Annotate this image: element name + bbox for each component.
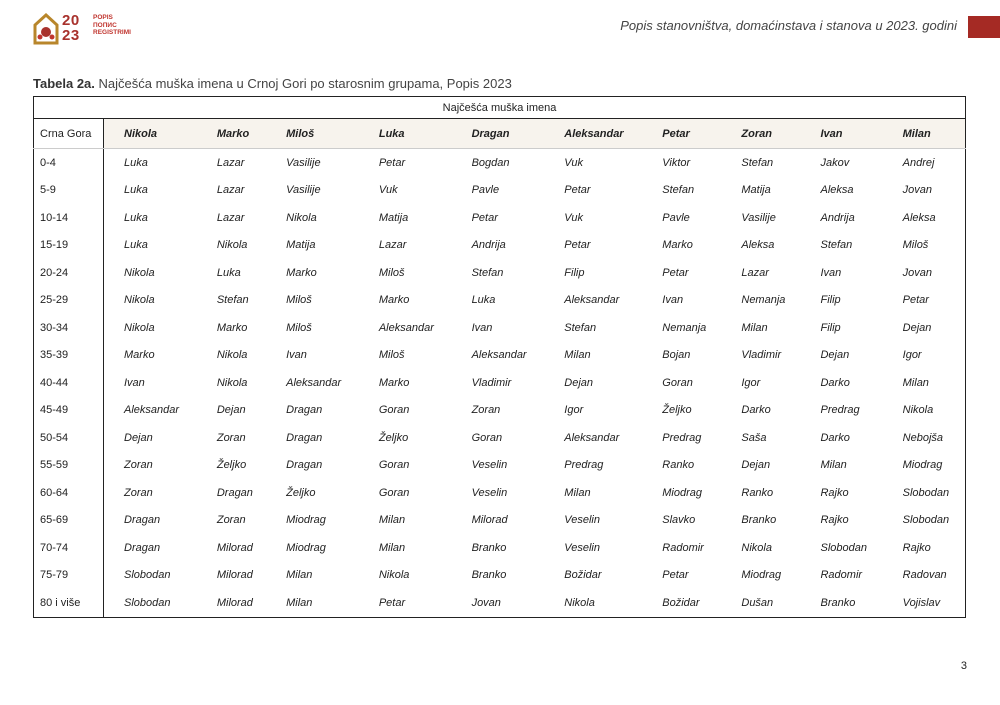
name-cell: Bogdan [471, 156, 510, 169]
column-header: Nikola [104, 119, 197, 149]
name-cell: Darko [741, 404, 771, 417]
age-group-cell: 25-29 [34, 287, 104, 315]
name-cell: Milan [564, 486, 591, 499]
name-cell: Rajko [820, 486, 849, 499]
name-cell: Branko [820, 596, 856, 609]
name-cell: Aleksandar [378, 321, 434, 334]
name-cell: Matija [286, 239, 316, 252]
name-cell: Stefan [662, 184, 695, 197]
age-group-cell: 30-34 [34, 314, 104, 342]
name-cell: Miloš [902, 239, 929, 252]
name-cell: Dejan [124, 431, 153, 444]
name-cell: Radomir [662, 541, 704, 554]
name-cell: Petar [378, 156, 406, 169]
name-cell: Slobodan [124, 596, 171, 609]
document-header-title: Popis stanovništva, domaćinstava i stanova u 2023. godini [620, 18, 957, 33]
name-cell: Vuk [378, 184, 398, 197]
name-cell: Vojislav [902, 596, 941, 609]
table-row [34, 507, 966, 535]
name-cell: Slobodan [820, 541, 867, 554]
name-cell: Luka [216, 266, 241, 279]
name-cell: Vasilije [741, 211, 776, 224]
name-cell: Goran [378, 459, 410, 472]
name-cell: Nikola [286, 211, 317, 224]
logo-year: 20 23 [62, 12, 80, 44]
table-row [34, 397, 966, 425]
name-cell: Lazar [216, 184, 245, 197]
name-cell: Jakov [820, 156, 850, 169]
name-cell: Predrag [564, 459, 604, 472]
name-cell: Miodrag [902, 459, 943, 472]
name-cell: Aleksandar [564, 431, 620, 444]
age-group-cell: 35-39 [34, 342, 104, 370]
name-cell: Vasilije [286, 184, 321, 197]
age-group-cell: 15-19 [34, 232, 104, 260]
name-cell: Marko [216, 321, 248, 334]
name-cell: Filip [564, 266, 585, 279]
name-cell: Goran [378, 486, 410, 499]
table-row [34, 149, 966, 177]
name-cell: Stefan [471, 266, 504, 279]
name-cell: Miloš [286, 294, 312, 307]
name-cell: Ranko [741, 486, 774, 499]
name-cell: Andrej [902, 156, 935, 169]
column-header: Marko [197, 119, 266, 149]
name-cell: Božidar [662, 596, 700, 609]
region-header: Crna Gora [34, 119, 104, 149]
name-cell: Marko [378, 376, 410, 389]
name-cell: Veselin [471, 486, 508, 499]
name-cell: Filip [820, 321, 841, 334]
name-cell: Dejan [741, 459, 771, 472]
name-cell: Miodrag [662, 486, 703, 499]
name-cell: Nikola [741, 541, 772, 554]
table-row [34, 259, 966, 287]
name-cell: Aleksa [820, 184, 854, 197]
page-number: 3 [960, 660, 967, 672]
name-cell: Branko [471, 541, 507, 554]
name-cell: Jovan [471, 596, 501, 609]
name-cell: Andrija [820, 211, 855, 224]
column-header: Zoran [721, 119, 800, 149]
name-cell: Milorad [216, 596, 253, 609]
name-cell: Dejan [564, 376, 594, 389]
house-logo-icon [33, 13, 59, 45]
name-cell: Aleksa [902, 211, 936, 224]
column-header: Dragan [452, 119, 545, 149]
name-cell: Luka [124, 239, 148, 252]
name-cell: Miodrag [286, 541, 326, 554]
name-cell: Veselin [564, 541, 600, 554]
name-cell: Pavle [662, 211, 690, 224]
name-cell: Željko [286, 486, 316, 499]
name-cell: Lazar [216, 211, 245, 224]
age-group-cell: 10-14 [34, 204, 104, 232]
name-cell: Miloš [378, 349, 405, 362]
name-cell: Ranko [662, 459, 695, 472]
table-row [34, 479, 966, 507]
age-group-cell: 5-9 [34, 177, 104, 205]
name-cell: Dragan [286, 404, 323, 417]
name-cell: Bojan [662, 349, 691, 362]
name-cell: Lazar [378, 239, 407, 252]
name-cell: Nemanja [662, 321, 707, 334]
name-cell: Nebojša [902, 431, 943, 444]
name-cell: Matija [741, 184, 771, 197]
name-cell: Dušan [741, 596, 774, 609]
age-group-cell: 70-74 [34, 534, 104, 562]
name-cell: Filip [820, 294, 841, 307]
name-cell: Darko [820, 431, 850, 444]
name-cell: Miloš [378, 266, 405, 279]
name-cell: Stefan [216, 294, 249, 307]
column-header: Ivan [800, 119, 882, 149]
name-cell: Božidar [564, 569, 602, 582]
name-cell: Darko [820, 376, 850, 389]
name-cell: Dragan [124, 514, 161, 527]
table-row [34, 562, 966, 590]
table-row [34, 287, 966, 315]
name-cell: Nikola [216, 349, 248, 362]
name-cell: Željko [662, 404, 692, 417]
name-cell: Marko [662, 239, 693, 252]
name-cell: Miodrag [286, 514, 326, 527]
table-row [34, 534, 966, 562]
name-cell: Dragan [124, 541, 161, 554]
name-cell: Petar [564, 239, 591, 252]
age-group-cell: 0-4 [34, 149, 104, 177]
name-cell: Milan [820, 459, 847, 472]
table-super-header-row [34, 97, 966, 119]
name-cell: Zoran [124, 486, 153, 499]
name-cell: Igor [902, 349, 922, 362]
age-group-cell: 20-24 [34, 259, 104, 287]
names-table [33, 96, 966, 618]
name-cell: Stefan [820, 239, 853, 252]
table-row [34, 204, 966, 232]
column-header: Milan [883, 119, 966, 149]
name-cell: Luka [124, 156, 148, 169]
name-cell: Slobodan [902, 514, 950, 527]
age-group-cell: 55-59 [34, 452, 104, 480]
name-cell: Milorad [216, 541, 253, 554]
name-cell: Branko [471, 569, 507, 582]
name-cell: Dejan [216, 404, 246, 417]
name-cell: Radovan [902, 569, 947, 582]
name-cell: Ivan [662, 294, 684, 307]
name-cell: Nikola [124, 266, 155, 279]
name-cell: Ivan [820, 266, 842, 279]
name-cell: Rajko [902, 541, 931, 554]
table-row [34, 314, 966, 342]
name-cell: Goran [378, 404, 410, 417]
table-title: Tabela 2a. Najčešća muška imena u Crnoj Gori po starosnim grupama, Popis 2023 [33, 76, 512, 91]
name-cell: Nikola [902, 404, 934, 417]
name-cell: Luka [124, 184, 148, 197]
column-header: Luka [359, 119, 452, 149]
name-cell: Luka [471, 294, 496, 307]
name-cell: Milan [286, 596, 313, 609]
name-cell: Jovan [902, 184, 932, 197]
name-cell: Dragan [286, 431, 323, 444]
name-cell: Zoran [216, 514, 246, 527]
census-logo [33, 13, 143, 47]
name-cell: Luka [124, 211, 148, 224]
name-cell: Branko [741, 514, 777, 527]
name-cell: Zoran [471, 404, 501, 417]
name-cell: Miloš [286, 321, 312, 334]
name-cell: Radomir [820, 569, 863, 582]
name-cell: Milorad [471, 514, 508, 527]
table-header-row [34, 119, 966, 149]
name-cell: Milorad [216, 569, 253, 582]
column-header: Aleksandar [544, 119, 642, 149]
name-cell: Nikola [124, 294, 155, 307]
age-group-cell: 65-69 [34, 507, 104, 535]
name-cell: Željko [378, 431, 409, 444]
table-row [34, 369, 966, 397]
name-cell: Goran [471, 431, 503, 444]
name-cell: Slavko [662, 514, 696, 527]
name-cell: Željko [216, 459, 247, 472]
name-cell: Igor [564, 404, 584, 417]
name-cell: Milan [378, 514, 406, 527]
name-cell: Zoran [216, 431, 246, 444]
age-group-cell: 60-64 [34, 479, 104, 507]
name-cell: Vladimir [471, 376, 512, 389]
name-cell: Predrag [820, 404, 860, 417]
name-cell: Nikola [124, 321, 155, 334]
table-row [34, 177, 966, 205]
name-cell: Aleksa [741, 239, 775, 252]
name-cell: Petar [662, 266, 689, 279]
name-cell: Petar [902, 294, 929, 307]
header-accent-bar [968, 16, 1000, 38]
name-cell: Vladimir [741, 349, 782, 362]
age-group-cell: 80 i više [34, 589, 104, 617]
table-row [34, 424, 966, 452]
age-group-cell: 50-54 [34, 424, 104, 452]
name-cell: Nikola [564, 596, 595, 609]
name-cell: Milan [378, 541, 406, 554]
name-cell: Milan [286, 569, 313, 582]
name-cell: Ivan [286, 349, 307, 362]
name-cell: Dejan [820, 349, 850, 362]
name-cell: Andrija [471, 239, 506, 252]
column-header: Petar [642, 119, 721, 149]
name-cell: Slobodan [124, 569, 171, 582]
name-cell: Vuk [564, 211, 584, 224]
age-group-cell: 45-49 [34, 397, 104, 425]
age-group-cell: 75-79 [34, 562, 104, 590]
name-cell: Viktor [662, 156, 691, 169]
age-group-cell: 40-44 [34, 369, 104, 397]
name-cell: Lazar [216, 156, 245, 169]
name-cell: Petar [471, 211, 498, 224]
name-cell: Aleksandar [471, 349, 527, 362]
name-cell: Aleksandar [564, 294, 620, 307]
name-cell: Milan [564, 349, 591, 362]
name-cell: Dragan [216, 486, 253, 499]
table-row [34, 452, 966, 480]
name-cell: Milan [902, 376, 929, 389]
name-cell: Dragan [286, 459, 323, 472]
name-cell: Saša [741, 431, 767, 444]
table-row [34, 589, 966, 617]
name-cell: Ivan [124, 376, 145, 389]
name-cell: Aleksandar [286, 376, 342, 389]
name-cell: Vasilije [286, 156, 321, 169]
name-cell: Stefan [741, 156, 774, 169]
name-cell: Marko [124, 349, 155, 362]
logo-wordmark: POPIS ПОПИС REGISTRIMI [93, 14, 131, 36]
name-cell: Zoran [124, 459, 153, 472]
name-cell: Stefan [564, 321, 597, 334]
name-cell: Igor [741, 376, 761, 389]
name-cell: Nemanja [741, 294, 786, 307]
name-cell: Marko [378, 294, 410, 307]
name-cell: Vuk [564, 156, 584, 169]
name-cell: Nikola [378, 569, 410, 582]
name-cell: Jovan [902, 266, 932, 279]
name-cell: Pavle [471, 184, 500, 197]
name-cell: Veselin [564, 514, 600, 527]
name-cell: Predrag [662, 431, 702, 444]
name-cell: Ivan [471, 321, 493, 334]
name-cell: Petar [564, 184, 591, 197]
name-cell: Marko [286, 266, 317, 279]
name-cell: Dejan [902, 321, 932, 334]
table-super-header: Najčešća muška imena [34, 97, 966, 119]
name-cell: Nikola [216, 376, 248, 389]
column-header: Miloš [266, 119, 359, 149]
name-cell: Slobodan [902, 486, 950, 499]
name-cell: Rajko [820, 514, 849, 527]
name-cell: Nikola [216, 239, 248, 252]
name-cell: Goran [662, 376, 693, 389]
table-row [34, 342, 966, 370]
name-cell: Aleksandar [124, 404, 180, 417]
name-cell: Veselin [471, 459, 508, 472]
name-cell: Lazar [741, 266, 769, 279]
name-cell: Miodrag [741, 569, 782, 582]
name-cell: Matija [378, 211, 409, 224]
name-cell: Milan [741, 321, 768, 334]
name-cell: Petar [662, 569, 689, 582]
name-cell: Petar [378, 596, 406, 609]
table-row [34, 232, 966, 260]
